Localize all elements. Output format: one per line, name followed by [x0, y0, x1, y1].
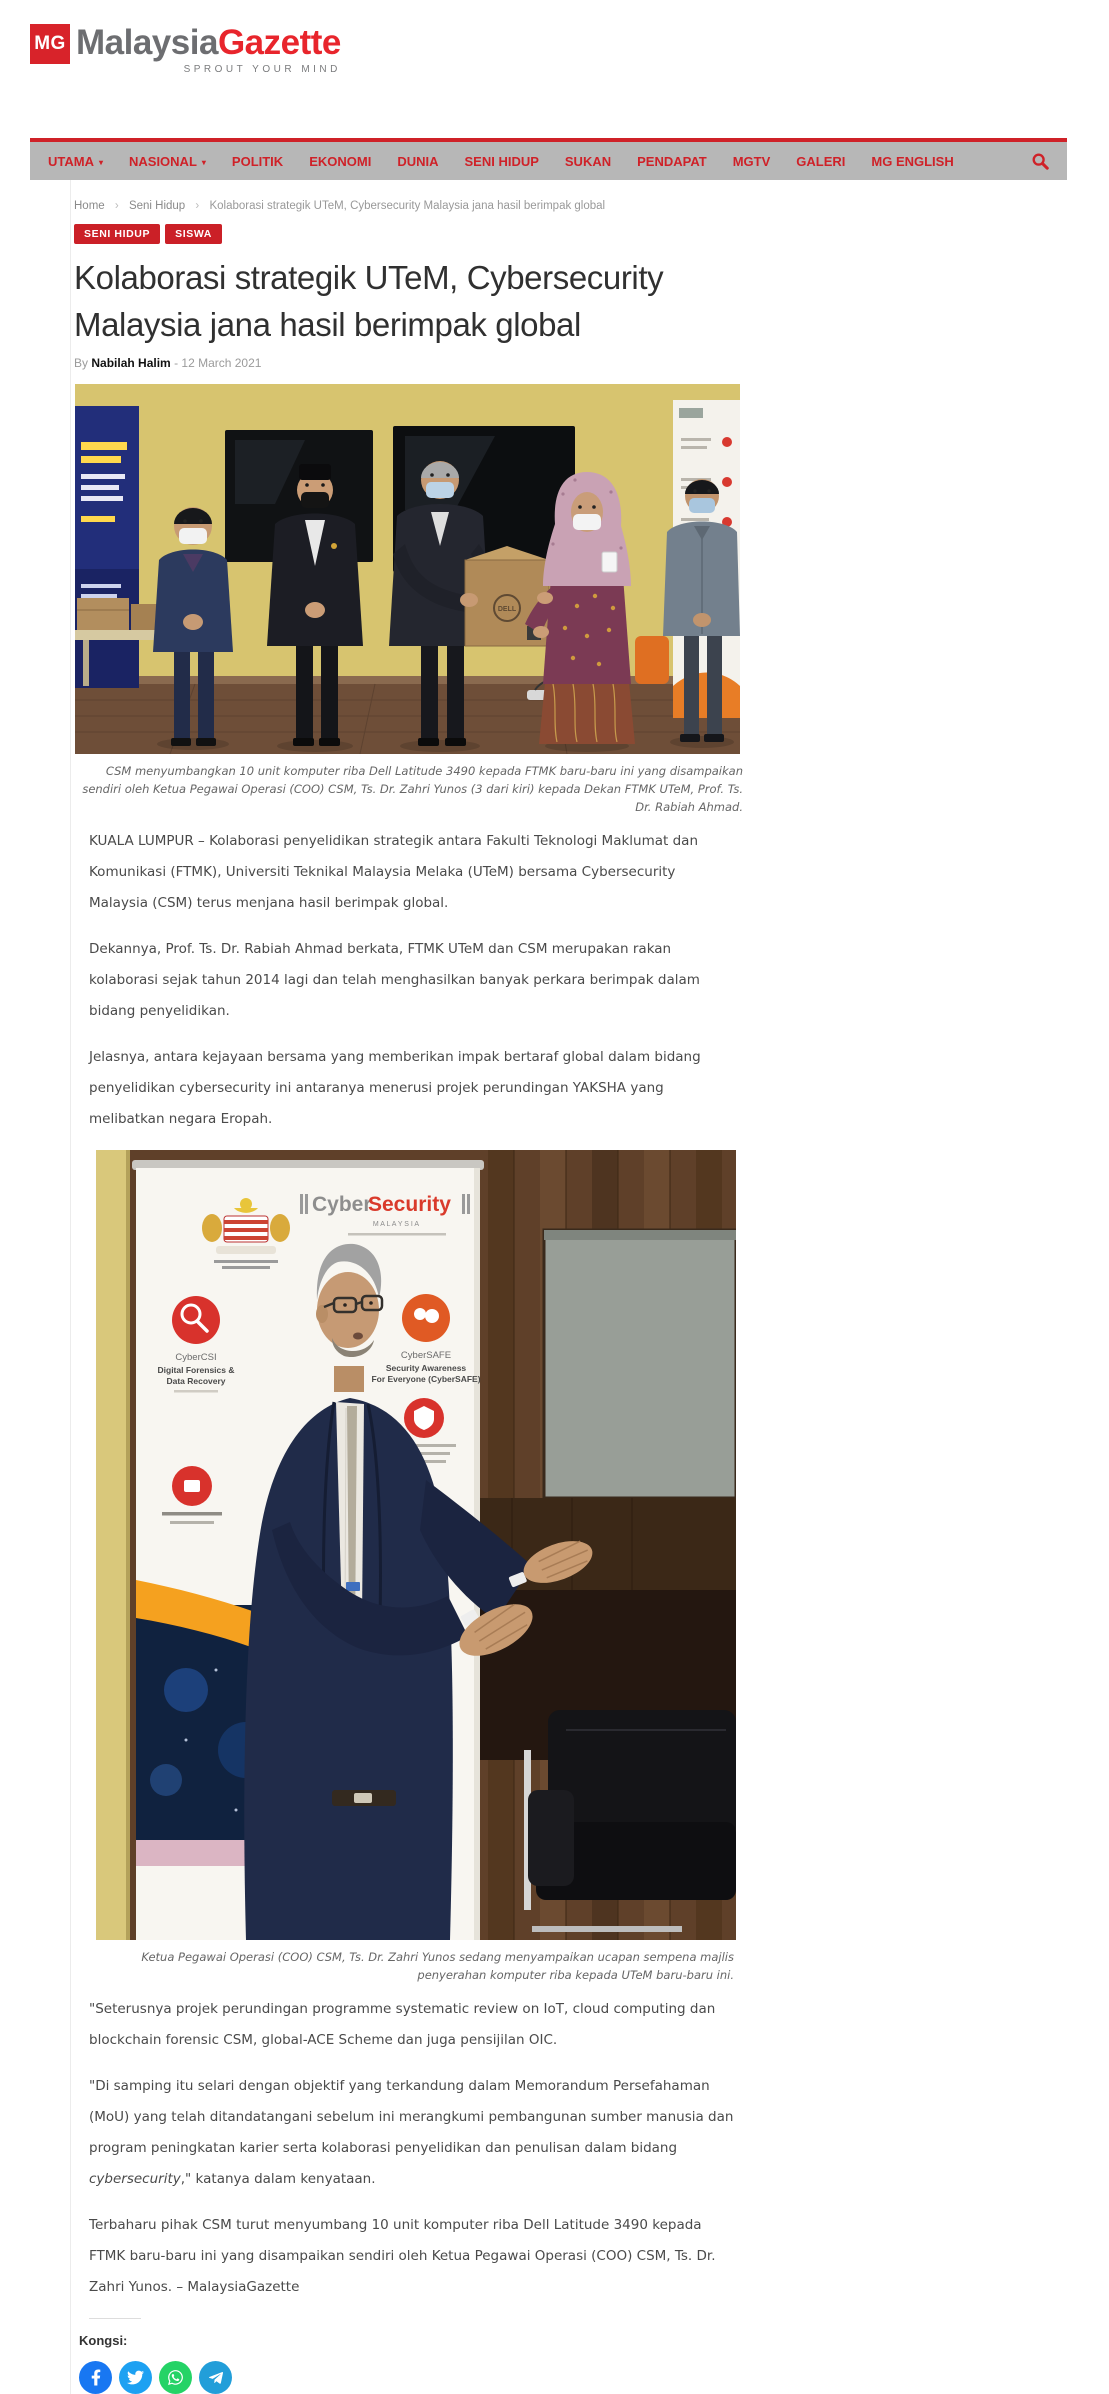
- search-button[interactable]: [1031, 152, 1049, 170]
- page-title: Kolaborasi strategik UTeM, Cybersecurity Malaysia jana hasil berimpak global: [74, 259, 664, 343]
- svg-text:Security: Security: [368, 1193, 451, 1216]
- grey-board: [544, 1230, 736, 1498]
- svg-text:Digital Forensics &: Digital Forensics &: [157, 1365, 235, 1375]
- paragraph: "Di samping itu selari dengan objektif yang terkandung dalam Memorandum Persefahaman (MoU) yang telah ditandatangani sebelum ini merangkumi pembangunan sumber manusia dan program peningkatan karier serta kolaborasi penyelidikan dan penulisan dalam bidang cybersecurity," katanya dalam kenyataan.: [89, 2078, 734, 2187]
- tag-siswa[interactable]: SISWA: [165, 224, 222, 244]
- article-body-2: [74, 1994, 745, 2303]
- paragraph: "Seterusnya projek perundingan programme systematic review on IoT, cloud computing dan blockchain forensic CSM, global-ACE Scheme dan juga pensijilan OIC.: [89, 2001, 716, 2048]
- nav-item-nasional[interactable]: NASIONAL ▾: [129, 153, 206, 169]
- nav-item-ekonomi[interactable]: EKONOMI: [309, 153, 372, 169]
- telegram-icon: [208, 2370, 224, 2386]
- nav-item-sukan[interactable]: SUKAN: [564, 153, 612, 169]
- paragraph: KUALA LUMPUR – Kolaborasi penyelidikan strategik antara Fakulti Teknologi Maklumat dan Komunikasi (FTMK), Universiti Teknikal Malaysia Melaka (UTeM) bersama Cybersecurity Malaysia (CSM) terus menjana hasil berimpak global.: [89, 833, 699, 911]
- search-icon: [1031, 152, 1049, 170]
- nav-item-galeri[interactable]: GALERI: [796, 153, 846, 169]
- svg-text:Cyber: Cyber: [312, 1193, 372, 1216]
- nav-item-mg-english[interactable]: MG ENGLISH: [871, 153, 954, 169]
- share-label: Kongsi:: [79, 2333, 128, 2348]
- publish-date: 12 March 2021: [181, 356, 262, 370]
- mg-logo-icon: [30, 24, 70, 64]
- svg-text:CyberCSI: CyberCSI: [175, 1352, 217, 1363]
- orange-chair: [635, 636, 669, 684]
- byline: [74, 356, 745, 370]
- svg-text:DELL: DELL: [497, 606, 517, 613]
- article-body-1: [74, 826, 745, 1135]
- share-buttons: [79, 2361, 745, 2394]
- logo-tagline: SPROUT YOUR MIND: [183, 64, 341, 75]
- content-divider: [89, 2318, 141, 2319]
- nav-item-mgtv[interactable]: MGTV: [732, 153, 771, 169]
- author-link[interactable]: Nabilah Halim: [91, 356, 171, 370]
- photo2-caption: Ketua Pegawai Operasi (COO) CSM, Ts. Dr. Zahri Yunos sedang menyampaikan ucapan sempena majlis penyerahan komputer riba kepada UTeM baru-baru ini.: [141, 1950, 734, 1982]
- figure-handover-photo: [74, 384, 745, 816]
- share-facebook-button[interactable]: [79, 2361, 112, 2394]
- logo-word-gazette: Gazette: [217, 23, 341, 62]
- facebook-icon: [91, 2369, 101, 2386]
- nav-item-seni-hidup[interactable]: SENI HIDUP: [464, 153, 539, 169]
- logo-wordmark: [76, 24, 341, 75]
- nav-item-dunia[interactable]: DUNIA: [397, 153, 439, 169]
- black-armchair: [524, 1710, 736, 1932]
- chevron-down-icon: ▾: [98, 157, 103, 167]
- share-whatsapp-button[interactable]: [159, 2361, 192, 2394]
- tag-seni-hidup[interactable]: SENI HIDUP: [74, 224, 160, 244]
- share-telegram-button[interactable]: [199, 2361, 232, 2394]
- main-nav: [30, 142, 1067, 180]
- breadcrumb-separator: ›: [195, 200, 200, 212]
- logo-word-malaysia: Malaysia: [76, 23, 218, 62]
- speech-photo-illustration: [96, 1150, 736, 1940]
- nav-item-pendapat[interactable]: PENDAPAT: [637, 153, 707, 169]
- breadcrumb-current: Kolaborasi strategik UTeM, Cybersecurity Malaysia jana hasil berimpak global: [209, 200, 606, 212]
- photo1-caption: CSM menyumbangkan 10 unit komputer riba Dell Latitude 3490 kepada FTMK baru-baru ini yang disampaikan sendiri oleh Ketua Pegawai Operasi (COO) CSM, Ts. Dr. Zahri Yunos (3 dari kiri) kepada Dekan FTMK UTeM, Prof. Ts. Dr. Rabiah Ahmad.: [82, 764, 743, 814]
- nav-item-utama[interactable]: UTAMA ▾: [48, 153, 103, 169]
- svg-text:For Everyone (CyberSAFE): For Everyone (CyberSAFE): [371, 1374, 481, 1384]
- paragraph: Dekannya, Prof. Ts. Dr. Rabiah Ahmad berkata, FTMK UTeM dan CSM merupakan rakan kolaborasi sejak tahun 2014 lagi dan telah menghasilkan banyak perkara berimpak dalam bidang penyelidikan.: [89, 941, 700, 1019]
- byline-separator: -: [174, 356, 179, 370]
- chevron-down-icon: ▾: [201, 157, 206, 167]
- breadcrumb: [74, 200, 745, 212]
- svg-text:Data Recovery: Data Recovery: [166, 1376, 226, 1386]
- site-logo[interactable]: [30, 24, 341, 75]
- tag-list: [74, 224, 745, 244]
- site-header: [30, 0, 1067, 138]
- svg-text:CyberSAFE: CyberSAFE: [400, 1350, 452, 1361]
- breadcrumb-section[interactable]: Seni Hidup: [128, 200, 186, 212]
- mg-monogram: MG: [34, 33, 66, 54]
- figure-speech-photo: [96, 1150, 736, 1984]
- svg-text:Security Awareness: Security Awareness: [385, 1363, 467, 1373]
- handover-photo-illustration: [74, 384, 741, 754]
- twitter-icon: [127, 2369, 144, 2386]
- whatsapp-icon: [167, 2369, 184, 2386]
- paragraph: Jelasnya, antara kejayaan bersama yang memberikan impak bertaraf global dalam bidang penyelidikan cybersecurity ini antaranya menerusi projek perundingan YAKSHA yang melibatkan negara Eropah.: [89, 1049, 701, 1127]
- svg-text:M A L A Y S I A: M A L A Y S I A: [372, 1221, 420, 1228]
- byline-prefix: By: [74, 356, 89, 370]
- share-twitter-button[interactable]: [119, 2361, 152, 2394]
- breadcrumb-home[interactable]: Home: [74, 200, 105, 212]
- breadcrumb-separator: ›: [114, 200, 119, 212]
- paragraph: Terbaharu pihak CSM turut menyumbang 10 unit komputer riba Dell Latitude 3490 kepada FTMK baru-baru ini yang disampaikan sendiri oleh Ketua Pegawai Operasi (COO) CSM, Ts. Dr. Zahri Yunos. – MalaysiaGazette: [89, 2217, 716, 2295]
- nav-item-politik[interactable]: POLITIK: [231, 153, 284, 169]
- article-column: [70, 180, 745, 2394]
